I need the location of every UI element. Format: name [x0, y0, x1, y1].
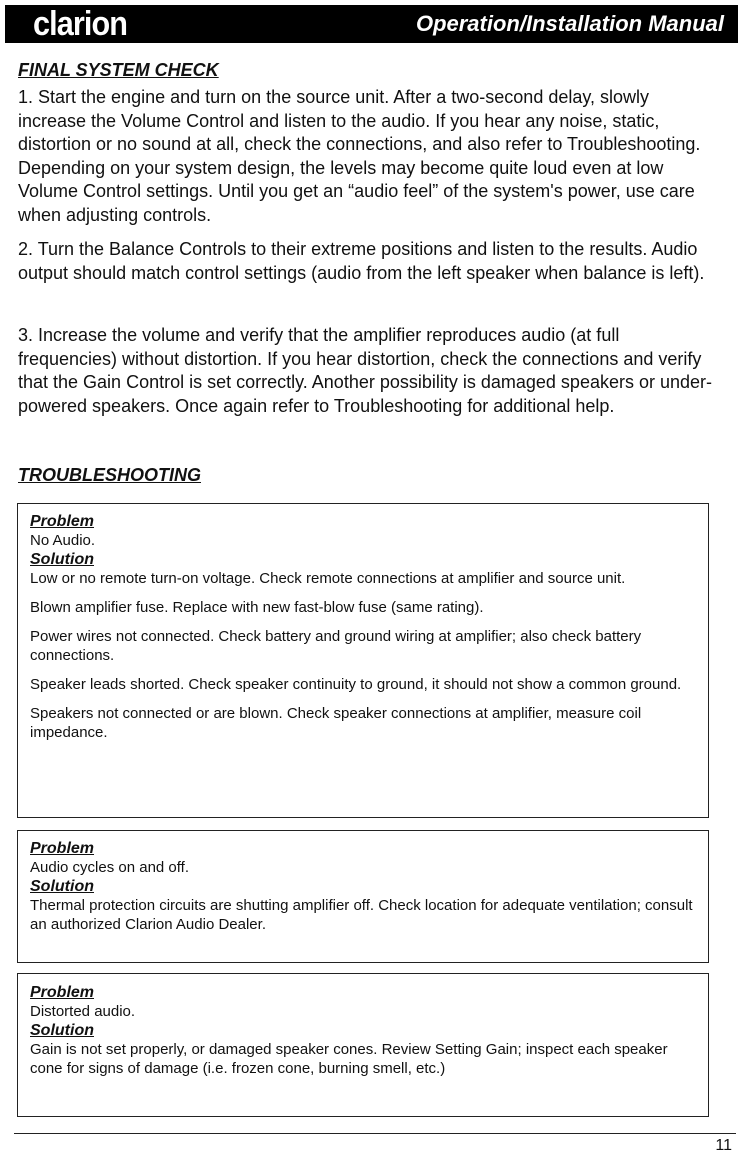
problem-label: Problem	[30, 513, 95, 530]
solution-label: Solution	[30, 878, 94, 895]
problem-text: No Audio.	[30, 532, 96, 549]
problem-text: Distorted audio.	[30, 1003, 136, 1020]
solution-text: Blown amplifier fuse. Replace with new fast-blow fuse (same rating).	[30, 599, 484, 616]
solution-label: Solution	[30, 551, 94, 568]
troubleshooting-box-audio-cycles	[17, 830, 709, 963]
problem-label: Problem	[30, 984, 95, 1001]
paragraph-3: 3. Increase the volume and verify that the amplifier reproduces audio (at full frequencies) without distortion. If you hear distortion, check the connections and verify that the Gain Control is set correctly. Another possibility is damaged speakers or under-powered speakers. Once again refer to Troubleshooting for additional help.	[18, 325, 713, 416]
solution-text: Speaker leads shorted. Check speaker continuity to ground, it should not show a common ground.	[30, 676, 682, 693]
solution-text: Gain is not set properly, or damaged speaker cones. Review Setting Gain; inspect each speaker cone for signs of damage (i.e. frozen cone, burning smell, etc.)	[30, 1041, 668, 1077]
solution-label: Solution	[30, 1022, 94, 1039]
problem-text: Audio cycles on and off.	[30, 859, 189, 876]
paragraph-1: 1. Start the engine and turn on the source unit. After a two-second delay, slowly increase the Volume Control and listen to the audio. If you hear any noise, static, distortion or no sound at all, check the connections, and also refer to Troubleshooting. Depending on your system design, the levels may become quite loud even at low Volume Control settings. Until you get an “audio feel” of the system's power, use care when adjusting controls.	[18, 87, 701, 225]
solution-text: Low or no remote turn-on voltage. Check remote connections at amplifier and source unit.	[30, 570, 626, 587]
header-bar	[5, 5, 738, 43]
paragraph-2: 2. Turn the Balance Controls to their extreme positions and listen to the results. Audio output should match control settings (audio from the left speaker when balance is left).	[18, 239, 705, 283]
final-system-check-heading: FINAL SYSTEM CHECK	[18, 60, 219, 80]
clarion-logo: clarion	[33, 5, 128, 43]
problem-label: Problem	[30, 840, 95, 857]
manual-title: Operation/Installation Manual	[415, 11, 724, 36]
troubleshooting-heading: TROUBLESHOOTING	[18, 465, 201, 485]
solution-text: Thermal protection circuits are shutting amplifier off. Check location for adequate ventilation; consult an authorized Clarion Audio Dealer.	[30, 897, 693, 933]
solution-text: Speakers not connected or are blown. Check speaker connections at amplifier, measure coil impedance.	[30, 705, 642, 741]
page-number: 11	[715, 1137, 732, 1154]
solution-text: Power wires not connected. Check battery and ground wiring at amplifier; also check battery connections.	[30, 628, 642, 664]
troubleshooting-box-no-audio	[17, 503, 709, 818]
footer-divider	[14, 1133, 736, 1134]
troubleshooting-box-distorted-audio	[17, 973, 709, 1117]
